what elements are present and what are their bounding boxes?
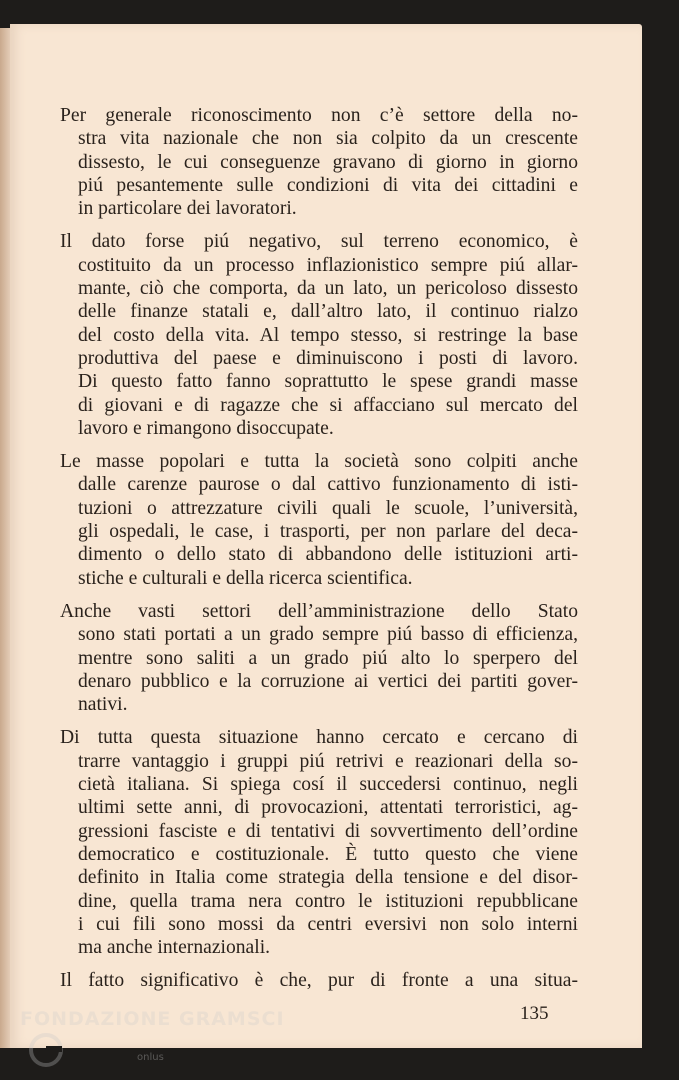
book-page [10, 24, 642, 1048]
text-line: Per generale riconoscimento non c’è settore della no- [60, 105, 578, 126]
text-line: dine, quella trama nera contro le istituzioni repubblicane [78, 890, 578, 912]
text-line: gressioni fasciste e di tentativi di sovvertimento dell’ordine [78, 820, 578, 842]
text-line: lavoro e rimangono disoccupate. [78, 417, 334, 439]
text-line: dissesto, le cui conseguenze gravano di giorno in giorno [78, 151, 578, 173]
text-line: piú pesantemente sulle condizioni di vita dei cittadini e [78, 174, 578, 196]
body-text [60, 104, 578, 1003]
text-line: del costo della vita. Al tempo stesso, si restringe la base [78, 324, 578, 346]
text-line: definito in Italia come strategia della tensione e del disor- [78, 867, 578, 889]
text-line: dimento o dello stato di abbandono delle istituzioni arti- [78, 544, 578, 566]
paragraph [60, 450, 578, 590]
paragraph [60, 726, 578, 959]
text-line: mentre sono saliti a un grado piú alto lo sperpero del [78, 647, 578, 669]
text-line: in particolare dei lavoratori. [78, 198, 297, 220]
paragraph [60, 230, 578, 440]
text-line: i cui fili sono mossi da centri eversivi non solo interni [78, 913, 578, 935]
text-line: Di tutta questa situazione hanno cercato e cercano di [60, 727, 578, 749]
text-line: stiche e culturali e della ricerca scientifica. [78, 567, 413, 589]
text-line: trarre vantaggio i gruppi piú retrivi e reazionari della so- [78, 750, 578, 772]
paragraph [60, 104, 578, 220]
text-line: produttiva del paese e diminuiscono i posti di lavoro. [78, 347, 578, 369]
text-line: democratico e costituzionale. È tutto questo che viene [78, 843, 578, 865]
page-number: 135 [520, 1003, 549, 1024]
text-line: ultimi sette anni, di provocazioni, attentati terroristici, ag- [78, 797, 578, 819]
paragraph [60, 969, 578, 992]
text-line: gli ospedali, le case, i trasporti, per non parlare del deca- [78, 521, 578, 543]
text-line: costituito da un processo inflazionistico sempre piú allar- [78, 254, 578, 276]
text-line: nativi. [78, 694, 128, 716]
text-line: di giovani e di ragazze che si affacciano sul mercato del [78, 394, 578, 416]
text-line: denaro pubblico e la corruzione ai vertici dei partiti gover- [78, 670, 578, 692]
text-line: cietà italiana. Si spiega cosí il succedersi continuo, negli [78, 774, 578, 796]
text-line: Le masse popolari e tutta la società sono colpiti anche [60, 451, 578, 473]
text-line: dalle carenze paurose o dal cattivo funzionamento di isti- [78, 474, 578, 496]
watermark-text: FONDAZIONE GRAMSCI [20, 1008, 285, 1030]
text-line: stra vita nazionale che non sia colpito da un crescente [78, 128, 578, 150]
text-line: mante, ciò che comporta, da un lato, un pericoloso dissesto [78, 278, 578, 300]
watermark-logo-icon [26, 1030, 66, 1070]
watermark-subtext: onlus [137, 1052, 164, 1063]
text-line: ma anche internazionali. [78, 937, 271, 959]
paragraph [60, 600, 578, 716]
text-line: tuzioni o attrezzature civili quali le scuole, l’università, [78, 497, 578, 519]
text-line: delle finanze statali e, dall’altro lato, il continuo rialzo [78, 301, 578, 323]
text-line: sono stati portati a un grado sempre piú basso di efficienza, [78, 624, 578, 646]
text-line: Il dato forse piú negativo, sul terreno economico, è [60, 231, 578, 253]
text-line: Il fatto significativo è che, pur di fronte a una situa- [60, 970, 578, 992]
text-line: Anche vasti settori dell’amministrazione dello Stato [60, 600, 578, 622]
text-line: Di questo fatto fanno soprattutto le spese grandi masse [78, 371, 578, 393]
